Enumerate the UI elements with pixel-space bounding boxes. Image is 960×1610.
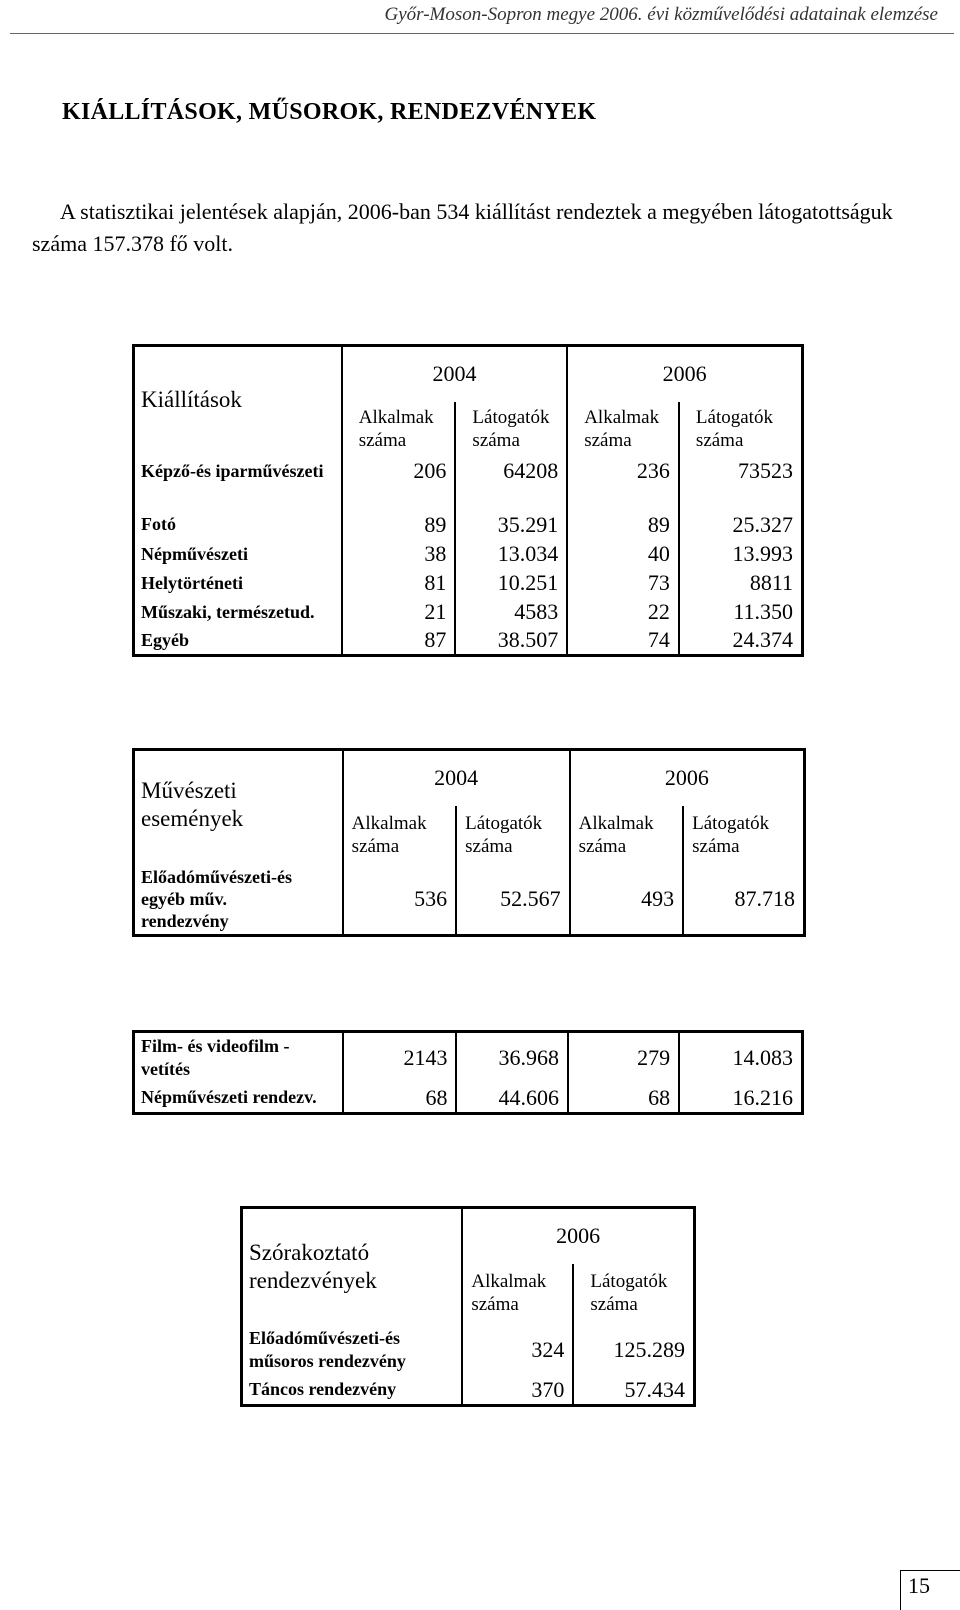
cell-value: 89 [342,510,456,540]
col-occasions-2006: Alkalmak száma [570,806,683,864]
table-row [134,598,803,627]
cell-value: 279 [568,1032,679,1084]
table-row [134,458,803,510]
cell-value: 8811 [679,569,803,598]
cell-value: 57.434 [573,1376,694,1406]
cell-value: 21 [342,598,456,627]
table-row [134,1032,803,1084]
exhibitions-corner: Kiállítások [141,387,242,412]
art-events-table [132,748,806,937]
row-label: Film- és videofilm - vetítés [141,1036,290,1080]
row-label: Népművészeti [141,543,248,564]
cell-value: 38.507 [455,627,567,656]
art-events-corner: Művészeti események [141,778,244,831]
running-header: Győr-Moson-Sopron megye 2006. évi közművelődési adatainak elemzése [384,4,938,25]
table-row [134,864,805,936]
year-2006-header: 2006 [462,1208,694,1264]
entertainment-corner: Szórakoztató rendezvények [249,1240,377,1293]
cell-value: 25.327 [679,510,803,540]
col-visitors-2004: Látogatók száma [456,806,570,864]
row-label: Fotó [141,514,176,534]
cell-value: 10.251 [455,569,567,598]
cell-value: 14.083 [679,1032,802,1084]
cell-value: 11.350 [679,598,803,627]
row-label: Egyéb [141,629,190,650]
cell-value: 87.718 [683,864,804,936]
col-visitors-2006: Látogatók száma [679,402,803,458]
table-row [134,510,803,540]
section-title: KIÁLLÍTÁSOK, MŰSOROK, RENDEZVÉNYEK [62,99,597,125]
cell-value: 35.291 [455,510,567,540]
cell-value: 73523 [679,458,803,510]
film-folk-table [132,1030,804,1115]
year-2004-header: 2004 [342,346,567,402]
cell-value: 536 [343,864,456,936]
cell-value: 16.216 [679,1084,802,1114]
row-label: Táncos rendezvény [249,1379,397,1400]
cell-value: 64208 [455,458,567,510]
col-occasions-2006: Alkalmak száma [462,1264,573,1324]
cell-value: 81 [342,569,456,598]
page-number: 15 [908,1573,930,1598]
col-occasions-2004: Alkalmak száma [343,806,456,864]
cell-value: 68 [568,1084,679,1114]
year-2004-header: 2004 [343,750,570,806]
row-label: Előadóművészeti-és egyéb műv. rendezvény [141,866,292,931]
cell-value: 13.034 [455,540,567,569]
cell-value: 2143 [343,1032,456,1084]
cell-value: 52.567 [456,864,570,936]
cell-value: 370 [462,1376,573,1406]
year-2006-header: 2006 [567,346,802,402]
cell-value: 36.968 [456,1032,568,1084]
col-occasions-2004: Alkalmak száma [342,402,456,458]
col-visitors-2004: Látogatók száma [455,402,567,458]
exhibitions-table [132,344,804,657]
cell-value: 125.289 [573,1324,694,1376]
row-label: Előadóművészeti-és műsoros rendezvény [249,1327,406,1371]
col-occasions-2006: Alkalmak száma [567,402,679,458]
col-visitors-2006: Látogatók száma [683,806,804,864]
cell-value: 89 [567,510,679,540]
cell-value: 38 [342,540,456,569]
cell-value: 87 [342,627,456,656]
cell-value: 206 [342,458,456,510]
row-label: Népművészeti rendezv. [141,1087,317,1108]
intro-paragraph [32,196,934,260]
intro-text: A statisztikai jelentések alapján, 2006-ban 534 kiállítást rendeztek a megyében látogatottságuk száma 157.378 fő volt. [32,199,893,256]
cell-value: 22 [567,598,679,627]
row-label: Műszaki, természetud. [141,601,315,622]
cell-value: 73 [567,569,679,598]
year-2006-header: 2006 [570,750,805,806]
cell-value: 68 [343,1084,456,1114]
table-row [134,540,803,569]
cell-value: 74 [567,627,679,656]
row-label: Képző-és iparművészeti [141,460,324,481]
row-label: Helytörténeti [141,572,243,593]
table-row [134,627,803,656]
cell-value: 40 [567,540,679,569]
cell-value: 4583 [455,598,567,627]
table-row [242,1376,695,1406]
cell-value: 24.374 [679,627,803,656]
cell-value: 324 [462,1324,573,1376]
entertainment-table [240,1206,696,1407]
table-row [242,1324,695,1376]
table-row [134,569,803,598]
cell-value: 493 [570,864,683,936]
cell-value: 236 [567,458,679,510]
col-visitors-2006: Látogatók száma [573,1264,694,1324]
cell-value: 44.606 [456,1084,568,1114]
cell-value: 13.993 [679,540,803,569]
header-rule [10,33,954,34]
table-row [134,1084,803,1114]
